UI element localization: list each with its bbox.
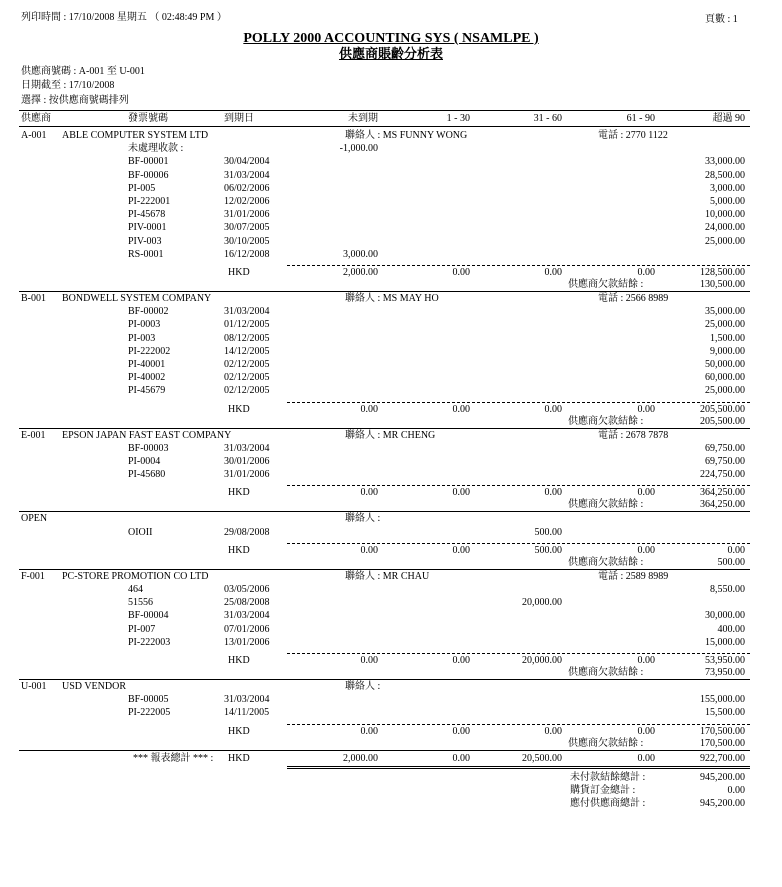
amount-d4: 400.00 — [717, 623, 745, 635]
invoice-due-date: 02/12/2005 — [224, 385, 270, 397]
subtotal-dash-rule — [287, 653, 750, 654]
subtotal-dash-rule — [287, 402, 750, 403]
subtotal-d4: 364,250.00 — [700, 487, 745, 499]
header-bottom-rule — [19, 126, 750, 127]
invoice-due-date: 01/12/2005 — [224, 319, 270, 331]
supplier-contact: 聯絡人 : MS MAY HO — [345, 293, 439, 304]
amount-d4: 5,000.00 — [710, 196, 745, 207]
invoice-number: 464 — [128, 584, 143, 595]
subtotal-d3: 0.00 — [637, 544, 655, 556]
supplier-end-rule — [19, 569, 750, 570]
supplier-contact: 聯絡人 : — [345, 513, 381, 525]
invoice-number: 未處理收款 : — [128, 143, 184, 155]
amount-d4: 10,000.00 — [705, 209, 745, 221]
invoice-number: BF-00005 — [128, 694, 169, 706]
supplier-code: U-001 — [21, 681, 47, 692]
subtotal-cur: 0.00 — [360, 403, 378, 415]
subtotal-dash-rule — [287, 485, 750, 486]
subtotal-dash-rule — [287, 265, 750, 266]
subtotal-currency: HKD — [228, 403, 250, 415]
amount-d4: 155,000.00 — [700, 694, 745, 706]
invoice-number: PIV-003 — [128, 235, 162, 247]
subtotal-d2: 0.00 — [544, 267, 562, 278]
supplier-code: F-001 — [21, 570, 45, 582]
grand-total-d3: 0.00 — [637, 752, 655, 764]
invoice-number: BF-00004 — [128, 610, 169, 622]
invoice-due-date: 31/03/2004 — [224, 306, 270, 318]
amount-d4: 69,750.00 — [705, 456, 745, 467]
invoice-number: PI-0004 — [128, 456, 161, 467]
header-top-rule — [19, 110, 750, 111]
supplier-phone: 電話 : 2566 8989 — [598, 293, 669, 304]
supplier-contact: 聯絡人 : MS FUNNY WONG — [345, 130, 468, 141]
amount-d4: 1,500.00 — [710, 332, 745, 344]
invoice-due-date: 02/12/2005 — [224, 372, 270, 384]
balance-value: 205,500.00 — [700, 415, 745, 427]
subtotal-currency: HKD — [228, 544, 250, 556]
invoice-due-date: 13/01/2006 — [224, 636, 270, 648]
supplier-phone: 電話 : 2589 8989 — [598, 570, 669, 582]
amount-d2: 500.00 — [534, 526, 562, 538]
invoice-due-date: 31/03/2004 — [224, 442, 270, 454]
invoice-number: PI-005 — [128, 182, 156, 194]
subtotal-currency: HKD — [228, 267, 250, 278]
subtotal-d3: 0.00 — [637, 725, 655, 737]
invoice-number: PI-0003 — [128, 319, 161, 331]
invoice-number: PI-222003 — [128, 636, 171, 648]
grand-total-d4: 922,700.00 — [700, 752, 745, 764]
invoice-due-date: 30/10/2005 — [224, 235, 270, 247]
summary-value: 945,200.00 — [700, 797, 745, 809]
supplier-code: A-001 — [21, 130, 47, 141]
invoice-number: PI-45679 — [128, 385, 166, 397]
invoice-number: 51556 — [128, 597, 153, 609]
invoice-due-date: 07/01/2006 — [224, 623, 270, 635]
subtotal-d1: 0.00 — [452, 655, 470, 666]
subtotal-d3: 0.00 — [637, 655, 655, 666]
amount-d4: 8,550.00 — [710, 584, 745, 595]
print-time: 列印時間 : 17/10/2008 星期五 （ 02:48:49 PM ） — [21, 12, 227, 23]
invoice-number: BF-00001 — [128, 156, 169, 168]
balance-value: 364,250.00 — [700, 499, 745, 511]
subtotal-cur: 0.00 — [360, 544, 378, 556]
amount-d4: 50,000.00 — [705, 359, 745, 370]
subtotal-d1: 0.00 — [452, 487, 470, 499]
filter-sort: 選擇 : 按供應商號碼排列 — [21, 95, 129, 106]
grand-total-d2: 20,500.00 — [522, 752, 562, 764]
supplier-phone: 電話 : 2678 7878 — [598, 429, 669, 441]
invoice-due-date: 25/08/2008 — [224, 597, 270, 609]
report-subtitle: 供應商賬齡分析表 — [338, 46, 443, 61]
subtotal-d3: 0.00 — [637, 487, 655, 499]
invoice-due-date: 30/04/2004 — [224, 156, 270, 168]
amount-d4: 35,000.00 — [705, 306, 745, 318]
col-header-over-90: 超過 90 — [712, 113, 745, 124]
col-header-1-30: 1 - 30 — [446, 113, 470, 124]
balance-label: 供應商欠款結餘 : — [568, 415, 644, 427]
subtotal-d1: 0.00 — [452, 725, 470, 737]
supplier-code: E-001 — [21, 429, 46, 441]
col-header-supplier: 供應商 — [21, 113, 51, 124]
invoice-number: RS-0001 — [128, 248, 164, 260]
supplier-end-rule — [19, 511, 750, 512]
amount-d4: 15,500.00 — [705, 707, 745, 719]
summary-label: 購貨訂金總計 : — [570, 784, 636, 796]
balance-label: 供應商欠款結餘 : — [568, 279, 644, 290]
invoice-due-date: 30/01/2006 — [224, 456, 270, 467]
amount-d4: 3,000.00 — [710, 182, 745, 194]
invoice-number: PI-222005 — [128, 707, 171, 719]
invoice-number: PI-45678 — [128, 209, 166, 221]
invoice-number: BF-00003 — [128, 442, 169, 454]
amount-d4: 15,000.00 — [705, 636, 745, 648]
invoice-number: BF-00002 — [128, 306, 169, 318]
amount-d2: 20,000.00 — [522, 597, 562, 609]
supplier-phone: 電話 : 2770 1122 — [598, 130, 668, 141]
invoice-due-date: 03/05/2006 — [224, 584, 270, 595]
invoice-due-date: 31/03/2004 — [224, 169, 270, 181]
supplier-name: PC-STORE PROMOTION CO LTD — [62, 570, 209, 582]
invoice-due-date: 29/08/2008 — [224, 526, 270, 538]
subtotal-d2: 500.00 — [534, 544, 562, 556]
supplier-name: EPSON JAPAN FAST EAST COMPANY — [62, 429, 232, 441]
invoice-number: BF-00006 — [128, 169, 169, 181]
invoice-due-date: 08/12/2005 — [224, 332, 270, 344]
amount-d4: 25,000.00 — [705, 385, 745, 397]
subtotal-currency: HKD — [228, 655, 250, 666]
subtotal-currency: HKD — [228, 487, 250, 499]
supplier-contact: 聯絡人 : MR CHENG — [345, 429, 436, 441]
invoice-number: PI-222002 — [128, 345, 171, 357]
subtotal-d2: 0.00 — [544, 403, 562, 415]
subtotal-cur: 0.00 — [360, 487, 378, 499]
subtotal-d2: 20,000.00 — [522, 655, 562, 666]
supplier-contact: 聯絡人 : MR CHAU — [345, 570, 430, 582]
col-header-due-date: 到期日 — [224, 113, 254, 124]
supplier-end-rule — [19, 750, 750, 751]
subtotal-cur: 0.00 — [360, 725, 378, 737]
subtotal-d1: 0.00 — [452, 544, 470, 556]
subtotal-d4: 0.00 — [727, 544, 745, 556]
supplier-code: B-001 — [21, 293, 46, 304]
amount-d4: 224,750.00 — [700, 469, 745, 481]
subtotal-d4: 170,500.00 — [700, 725, 745, 737]
subtotal-dash-rule — [287, 543, 750, 544]
balance-value: 73,950.00 — [705, 667, 745, 678]
grand-total-rule-2 — [287, 768, 750, 769]
summary-value: 945,200.00 — [700, 771, 745, 783]
balance-value: 500.00 — [717, 556, 745, 568]
balance-label: 供應商欠款結餘 : — [568, 499, 644, 511]
subtotal-dash-rule — [287, 724, 750, 725]
subtotal-d3: 0.00 — [637, 267, 655, 278]
subtotal-d2: 0.00 — [544, 487, 562, 499]
invoice-due-date: 02/12/2005 — [224, 359, 270, 370]
subtotal-d4: 128,500.00 — [700, 267, 745, 278]
grand-total-d1: 0.00 — [452, 752, 470, 764]
amount-d4: 69,750.00 — [705, 442, 745, 454]
amount-d4: 33,000.00 — [705, 156, 745, 168]
invoice-due-date: 12/02/2006 — [224, 196, 270, 207]
supplier-end-rule — [19, 679, 750, 680]
subtotal-d3: 0.00 — [637, 403, 655, 415]
summary-label: 應付供應商總計 : — [570, 797, 646, 809]
col-header-invoice: 發票號碼 — [128, 113, 168, 124]
amount-d4: 28,500.00 — [705, 169, 745, 181]
invoice-due-date: 31/01/2006 — [224, 209, 270, 221]
balance-value: 130,500.00 — [700, 279, 745, 290]
subtotal-cur: 2,000.00 — [343, 267, 378, 278]
invoice-due-date: 31/01/2006 — [224, 469, 270, 481]
invoice-number: PI-45680 — [128, 469, 166, 481]
invoice-due-date: 14/11/2005 — [224, 707, 270, 719]
subtotal-d2: 0.00 — [544, 725, 562, 737]
grand-total-cur: 2,000.00 — [343, 752, 378, 764]
amount-d4: 25,000.00 — [705, 235, 745, 247]
invoice-number: PI-40002 — [128, 372, 166, 384]
invoice-number: OIOII — [128, 526, 153, 538]
subtotal-d4: 205,500.00 — [700, 403, 745, 415]
report-title: POLLY 2000 ACCOUNTING SYS ( NSAMLPE ) — [243, 31, 539, 46]
filter-date: 日期截至 : 17/10/2008 — [21, 80, 115, 91]
invoice-due-date: 06/02/2006 — [224, 182, 270, 194]
subtotal-d1: 0.00 — [452, 267, 470, 278]
invoice-number: PI-222001 — [128, 196, 171, 207]
filter-supplier-range: 供應商號碼 : A-001 至 U-001 — [21, 66, 145, 77]
summary-value: 0.00 — [727, 784, 745, 796]
supplier-contact: 聯絡人 : — [345, 681, 381, 692]
amount-d4: 9,000.00 — [710, 345, 745, 357]
supplier-name: ABLE COMPUTER SYSTEM LTD — [62, 130, 209, 141]
grand-total-label: *** 報表總計 *** : — [133, 752, 214, 764]
amount-d4: 60,000.00 — [705, 372, 745, 384]
balance-value: 170,500.00 — [700, 737, 745, 749]
subtotal-cur: 0.00 — [360, 655, 378, 666]
supplier-name: BONDWELL SYSTEM COMPANY — [62, 293, 212, 304]
supplier-end-rule — [19, 291, 750, 292]
amount-cur: -1,000.00 — [339, 143, 378, 155]
subtotal-d4: 53,950.00 — [705, 655, 745, 666]
summary-label: 未付款結餘總計 : — [570, 771, 646, 783]
balance-label: 供應商欠款結餘 : — [568, 737, 644, 749]
page-number: 頁數 : 1 — [705, 14, 738, 25]
col-header-61-90: 61 - 90 — [626, 113, 655, 124]
subtotal-d1: 0.00 — [452, 403, 470, 415]
col-header-31-60: 31 - 60 — [533, 113, 562, 124]
amount-cur: 3,000.00 — [343, 248, 378, 260]
invoice-due-date: 31/03/2004 — [224, 610, 270, 622]
grand-total-rule-1 — [287, 766, 750, 767]
invoice-number: PIV-0001 — [128, 222, 167, 234]
grand-total-currency: HKD — [228, 752, 250, 764]
balance-label: 供應商欠款結餘 : — [568, 667, 644, 678]
invoice-due-date: 31/03/2004 — [224, 694, 270, 706]
subtotal-currency: HKD — [228, 725, 250, 737]
invoice-number: PI-007 — [128, 623, 156, 635]
supplier-end-rule — [19, 428, 750, 429]
col-header-not-due: 未到期 — [348, 113, 378, 124]
amount-d4: 24,000.00 — [705, 222, 745, 234]
amount-d4: 30,000.00 — [705, 610, 745, 622]
invoice-due-date: 14/12/2005 — [224, 345, 270, 357]
balance-label: 供應商欠款結餘 : — [568, 556, 644, 568]
invoice-number: PI-40001 — [128, 359, 166, 370]
invoice-number: PI-003 — [128, 332, 156, 344]
supplier-name: USD VENDOR — [62, 681, 126, 692]
amount-d4: 25,000.00 — [705, 319, 745, 331]
supplier-code: OPEN — [21, 513, 48, 525]
invoice-due-date: 30/07/2005 — [224, 222, 270, 234]
invoice-due-date: 16/12/2008 — [224, 248, 270, 260]
